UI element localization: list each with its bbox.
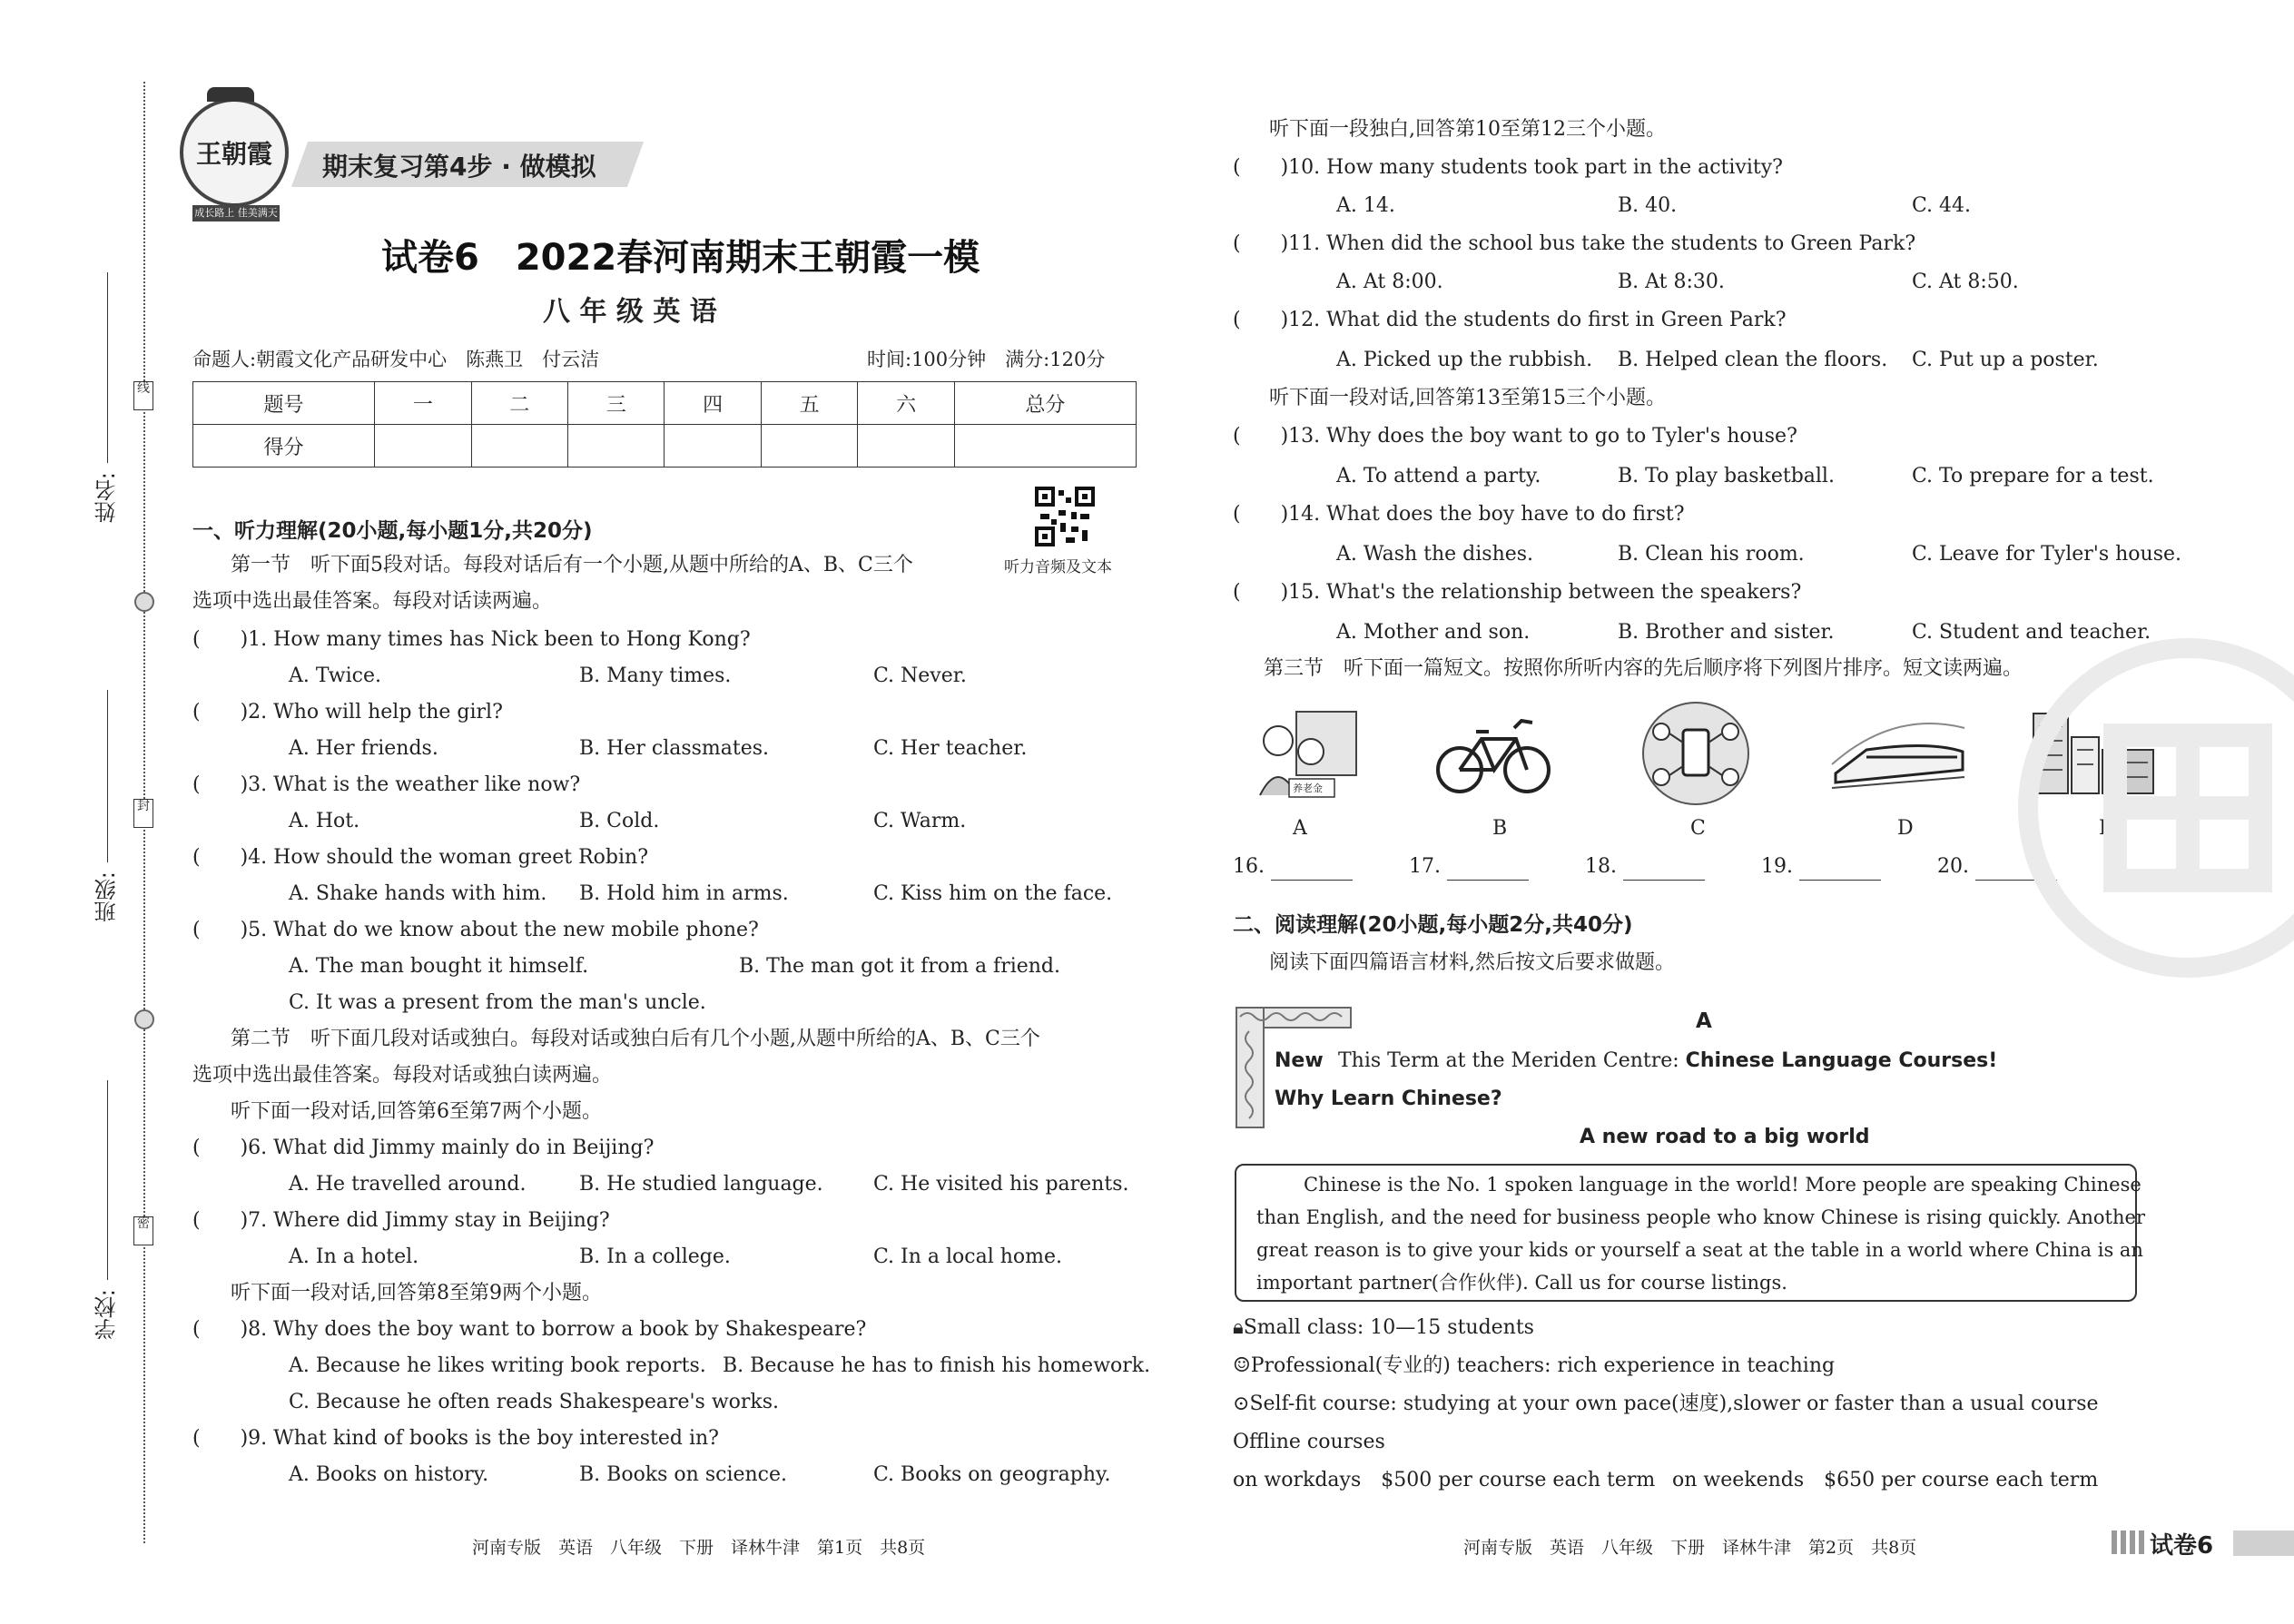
option-5c[interactable]: C. It was a present from the man's uncle.: [289, 991, 706, 1014]
paper-tab-bar: [2233, 1530, 2294, 1556]
option-11c[interactable]: C. At 8:50.: [1912, 271, 2019, 293]
option-2a[interactable]: A. Her friends.: [289, 737, 438, 760]
binding-mark-xian: 线: [133, 381, 153, 410]
picture-label-c: C: [1690, 817, 1706, 840]
right-footer: 河南专版 英语 八年级 下册 译林牛津 第2页 共8页: [1463, 1538, 1917, 1558]
feature-text: Professional(专业的) teachers: rich experience in teaching: [1250, 1354, 1836, 1377]
answer-blank-16[interactable]: [1233, 853, 1353, 881]
qr-label: 听力音频及文本: [1004, 558, 1112, 576]
school-label: 学校:: [94, 1289, 120, 1341]
score-header-cell: 四: [665, 382, 761, 425]
option-8b[interactable]: B. Because he has to finish his homework.: [723, 1354, 1151, 1377]
option-7b[interactable]: B. In a college.: [579, 1245, 731, 1268]
feature-teachers: [1233, 1353, 1835, 1380]
option-10c[interactable]: C. 44.: [1912, 194, 1972, 217]
score-cell[interactable]: [665, 425, 761, 468]
road-title: A new road to a big world: [1580, 1126, 1870, 1148]
name-label: 姓名:: [94, 472, 120, 524]
part2-intro-cont: 选项中选出最佳答案。每段对话或独白读两遍。: [192, 1064, 613, 1087]
picture-label-b: B: [1492, 817, 1508, 840]
school-field[interactable]: [107, 1080, 108, 1280]
new-label: New: [1275, 1049, 1324, 1072]
question-9: ( )9. What kind of books is the boy interested in?: [192, 1427, 719, 1450]
question-5: ( )5. What do we know about the new mobile phone?: [192, 919, 759, 941]
question-1: ( )1. How many times has Nick been to Hong Kong?: [192, 628, 751, 651]
passage-box-line: great reason is to give your kids or yourself a seat at the table in a world where China is an: [1256, 1239, 2143, 1261]
answer-line[interactable]: [1799, 860, 1881, 881]
paper-tab: 试卷6: [2150, 1532, 2214, 1560]
score-cell[interactable]: [761, 425, 857, 468]
option-3b[interactable]: B. Cold.: [579, 810, 660, 832]
term-line-text: This Term at the Meriden Centre:: [1338, 1049, 1686, 1072]
option-2c[interactable]: C. Her teacher.: [873, 737, 1028, 760]
brand-logo: [180, 98, 289, 207]
question-11: ( )11. When did the school bus take the students to Green Park?: [1233, 232, 1916, 255]
picture-label-e: E: [2099, 817, 2114, 840]
passage-box-line: than English, and the need for business people who know Chinese is rising quickly. Another: [1256, 1206, 2145, 1228]
option-10b[interactable]: B. 40.: [1618, 194, 1678, 217]
pension-sign: 养老金: [1293, 782, 1323, 794]
class-field[interactable]: [107, 690, 108, 862]
section2-intro: 阅读下面四篇语言材料,然后按文后要求做题。: [1269, 951, 1675, 974]
answer-blank-number: 17.: [1409, 855, 1441, 878]
passage-a-letter: A: [1696, 1009, 1712, 1033]
brand-logo-text: 王朝霞: [195, 139, 272, 169]
option-12a[interactable]: A. Picked up the rubbish.: [1336, 349, 1593, 371]
left-footer: 河南专版 英语 八年级 下册 译林牛津 第1页 共8页: [472, 1538, 926, 1558]
feature-text: Self-fit course: studying at your own pace(速度),slower or faster than a usual course: [1249, 1393, 2099, 1415]
option-13a[interactable]: A. To attend a party.: [1336, 465, 1541, 487]
option-15a[interactable]: A. Mother and son.: [1336, 621, 1531, 644]
authors: 命题人:朝霞文化产品研发中心 陈燕卫 付云洁: [192, 349, 600, 370]
question-7: ( )7. Where did Jimmy stay in Beijing?: [192, 1209, 610, 1232]
passage-box-line: Chinese is the No. 1 spoken language in the world! More people are speaking Chinese: [1304, 1174, 2141, 1196]
option-6a[interactable]: A. He travelled around.: [289, 1173, 527, 1196]
option-8a[interactable]: A. Because he likes writing book reports.: [289, 1354, 706, 1377]
picture-d-high-speed-train: [1830, 710, 1966, 797]
option-11a[interactable]: A. At 8:00.: [1336, 271, 1443, 293]
option-5a[interactable]: A. The man bought it himself.: [289, 955, 589, 978]
answer-blank-number: 19.: [1761, 855, 1793, 878]
picture-b-bicycle: [1434, 708, 1552, 799]
question-10: ( )10. How many students took part in the activity?: [1233, 156, 1783, 179]
feature-small-class: [1233, 1314, 1534, 1342]
option-15b[interactable]: B. Brother and sister.: [1618, 621, 1835, 644]
score-table: [192, 381, 1137, 468]
option-5b[interactable]: B. The man got it from a friend.: [739, 955, 1061, 978]
option-14a[interactable]: A. Wash the dishes.: [1336, 543, 1534, 566]
option-7c[interactable]: C. In a local home.: [873, 1245, 1063, 1268]
option-10a[interactable]: A. 14.: [1336, 194, 1395, 217]
question-13: ( )13. Why does the boy want to go to Tyler's house?: [1233, 425, 1797, 448]
option-9c[interactable]: C. Books on geography.: [873, 1463, 1111, 1486]
term-line-course: Chinese Language Courses!: [1685, 1049, 1998, 1072]
option-14b[interactable]: B. Clean his room.: [1618, 543, 1805, 566]
tab-marker-icon: [2112, 1530, 2144, 1554]
target-icon: ⊙: [1233, 1393, 1250, 1415]
option-6c[interactable]: C. He visited his parents.: [873, 1173, 1129, 1196]
brand-crown-icon: [207, 87, 254, 102]
binding-mark-feng: 封: [133, 799, 153, 828]
score-header-cell: 六: [858, 382, 954, 425]
option-4a[interactable]: A. Shake hands with him.: [289, 882, 547, 905]
score-header-cell: 总分: [954, 382, 1136, 425]
part3-intro: 第三节 听下面一篇短文。按照你所听内容的先后顺序将下列图片排序。短文读两遍。: [1264, 657, 2023, 680]
answer-blank-18[interactable]: [1585, 853, 1705, 881]
score-row-label: 得分: [193, 425, 375, 468]
offline-courses: Offline courses: [1233, 1431, 1385, 1453]
option-6b[interactable]: B. He studied language.: [579, 1173, 823, 1196]
question-15: ( )15. What's the relationship between the speakers?: [1233, 581, 1802, 604]
section1-title: 一、听力理解(20小题,每小题1分,共20分): [192, 519, 593, 543]
option-15c[interactable]: C. Student and teacher.: [1912, 621, 2151, 644]
answer-line[interactable]: [1623, 860, 1705, 881]
passage-box-line: important partner(合作伙伴). Call us for course listings.: [1256, 1272, 1787, 1294]
score-header-cell: 五: [761, 382, 857, 425]
option-3a[interactable]: A. Hot.: [289, 810, 360, 832]
option-13b[interactable]: B. To play basketball.: [1618, 465, 1835, 487]
score-table-header: [193, 382, 1137, 425]
question-3: ( )3. What is the weather like now?: [192, 773, 581, 796]
score-header-cell: 三: [568, 382, 665, 425]
question-14: ( )14. What does the boy have to do first?: [1233, 503, 1685, 526]
option-3c[interactable]: C. Warm.: [873, 810, 967, 832]
option-1a[interactable]: A. Twice.: [289, 664, 381, 687]
price-weekends: on weekends $650 per course each term: [1672, 1469, 2099, 1491]
score-cell[interactable]: [858, 425, 954, 468]
qr-code-icon[interactable]: [1035, 487, 1095, 546]
answer-blank-number: 16.: [1233, 855, 1265, 878]
score-cell[interactable]: [471, 425, 567, 468]
feature-text: Small class: 10—15 students: [1243, 1316, 1534, 1339]
answer-line[interactable]: [1447, 860, 1529, 881]
part1-intro-cont: 选项中选出最佳答案。每段对话读两遍。: [192, 590, 553, 613]
binding-hole-icon: [134, 592, 154, 612]
brand-slogan: 成长路上 佳美满天: [192, 205, 280, 221]
question-12: ( )12. What did the students do first in Green Park?: [1233, 309, 1787, 331]
option-8c[interactable]: C. Because he often reads Shakespeare's works.: [289, 1391, 780, 1413]
picture-label-d: D: [1897, 817, 1914, 840]
option-9a[interactable]: A. Books on history.: [289, 1463, 489, 1486]
answer-blank-19[interactable]: [1761, 853, 1881, 881]
watermark-seal-icon: [2015, 635, 2294, 980]
name-field[interactable]: [107, 272, 108, 463]
price-workdays: on workdays $500 per course each term: [1233, 1469, 1656, 1491]
banner-text: 期末复习第4步 · 做模拟: [322, 152, 596, 182]
score-table-row: [193, 425, 1137, 468]
dialog-6-7-intro: 听下面一段对话,回答第6至第7两个小题。: [231, 1100, 602, 1123]
score-header-cell: 题号: [193, 382, 375, 425]
dialog-8-9-intro: 听下面一段对话,回答第8至第9两个小题。: [231, 1282, 602, 1304]
part1-intro: 第一节 听下面5段对话。每段对话后有一个小题,从题中所给的A、B、C三个: [231, 554, 913, 576]
option-12c[interactable]: C. Put up a poster.: [1912, 349, 2099, 371]
option-2b[interactable]: B. Her classmates.: [579, 737, 770, 760]
class-label: 班级:: [94, 871, 120, 923]
dialog-13-15-intro: 听下面一段对话,回答第13至第15三个小题。: [1269, 387, 1666, 409]
picture-c-phone-network: [1639, 699, 1752, 808]
binding-hole-icon: [134, 1009, 154, 1029]
option-12b[interactable]: B. Helped clean the floors.: [1618, 349, 1888, 371]
option-4c[interactable]: C. Kiss him on the face.: [873, 882, 1113, 905]
question-4: ( )4. How should the woman greet Robin?: [192, 846, 648, 869]
monologue-10-12-intro: 听下面一段独白,回答第10至第12三个小题。: [1269, 118, 1666, 141]
score-cell[interactable]: [954, 425, 1136, 468]
option-9b[interactable]: B. Books on science.: [579, 1463, 788, 1486]
answer-blank-17[interactable]: [1409, 853, 1529, 881]
picture-label-a: A: [1293, 817, 1307, 840]
part2-intro: 第二节 听下面几段对话或独白。每段对话或独白后有几个小题,从题中所给的A、B、C三个: [231, 1028, 1040, 1050]
time-score: 时间:100分钟 满分:120分: [867, 349, 1106, 370]
score-header-cell: 二: [471, 382, 567, 425]
score-cell[interactable]: [375, 425, 471, 468]
question-6: ( )6. What did Jimmy mainly do in Beijing?: [192, 1137, 655, 1159]
term-line: [1338, 1048, 1997, 1075]
why-learn-heading: Why Learn Chinese?: [1275, 1088, 1502, 1110]
question-2: ( )2. Who will help the girl?: [192, 701, 503, 723]
answer-blank-number: 20.: [1937, 855, 1969, 878]
answer-line[interactable]: [1271, 860, 1353, 881]
option-13c[interactable]: C. To prepare for a test.: [1912, 465, 2154, 487]
binding-mark-mi: 密: [133, 1216, 153, 1245]
option-7a[interactable]: A. In a hotel.: [289, 1245, 419, 1268]
section2-title: 二、阅读理解(20小题,每小题2分,共40分): [1233, 913, 1633, 937]
page-title: 试卷6 2022春河南期末王朝霞一模: [381, 237, 980, 279]
lock-icon: 🔒︎: [1233, 1316, 1244, 1339]
option-14c[interactable]: C. Leave for Tyler's house.: [1912, 543, 2182, 566]
smile-icon: ☺: [1233, 1354, 1251, 1377]
page-subtitle: 八 年 级 英 语: [543, 296, 717, 328]
score-header-cell: 一: [375, 382, 471, 425]
feature-self-fit: [1233, 1391, 2099, 1418]
option-4b[interactable]: B. Hold him in arms.: [579, 882, 789, 905]
option-11b[interactable]: B. At 8:30.: [1618, 271, 1725, 293]
score-cell[interactable]: [568, 425, 665, 468]
answer-blank-number: 18.: [1585, 855, 1617, 878]
option-1b[interactable]: B. Many times.: [579, 664, 732, 687]
option-1c[interactable]: C. Never.: [873, 664, 967, 687]
question-8: ( )8. Why does the boy want to borrow a book by Shakespeare?: [192, 1318, 867, 1341]
